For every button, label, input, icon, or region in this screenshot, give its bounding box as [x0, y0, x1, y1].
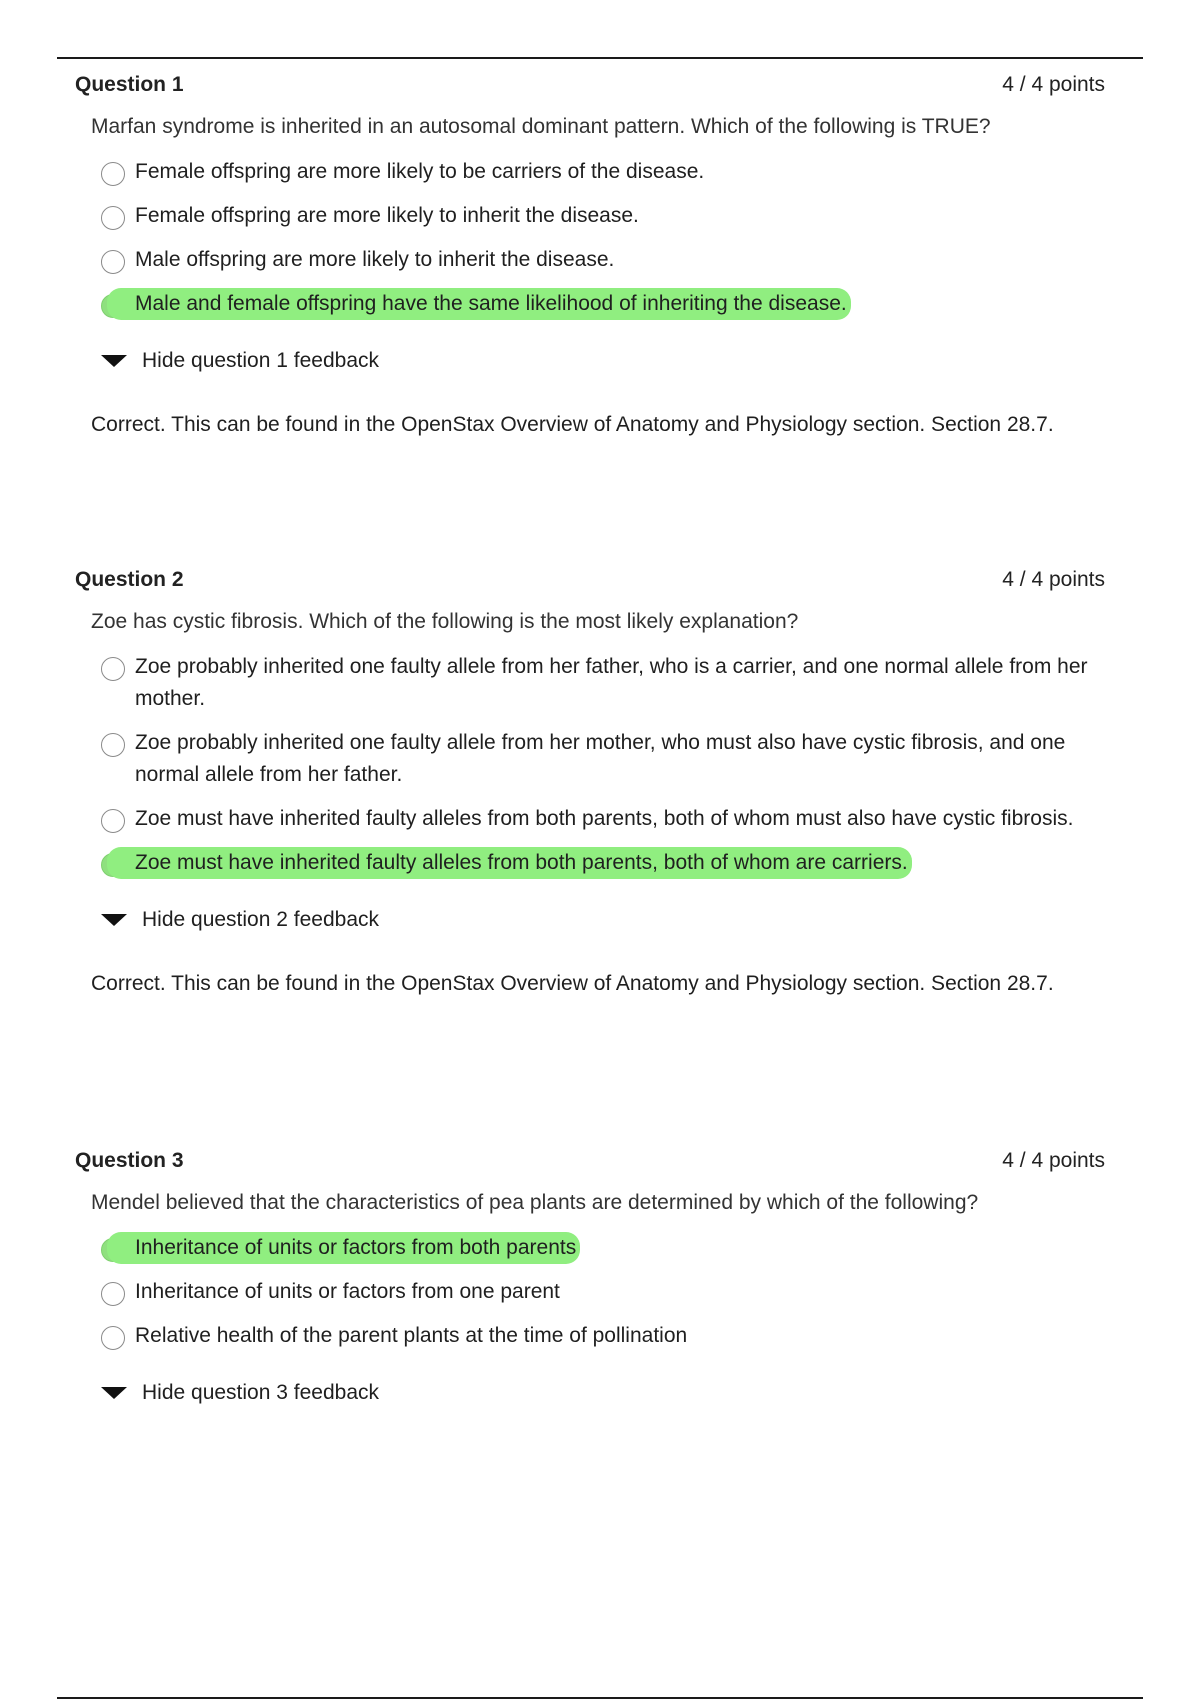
- question-points: 4 / 4 points: [1002, 73, 1105, 96]
- question-title: Question 1: [75, 73, 184, 96]
- answer-option-label: Inheritance of units or factors from both parents: [135, 1232, 580, 1264]
- answer-options: [101, 1232, 1105, 1352]
- answer-option[interactable]: [101, 803, 1105, 835]
- caret-down-icon: [101, 914, 127, 926]
- question-prompt: Marfan syndrome is inherited in an autosomal dominant pattern. Which of the following is TRUE?: [91, 115, 991, 138]
- radio-button[interactable]: [101, 1282, 125, 1306]
- bottom-divider: [57, 1697, 1143, 1699]
- radio-button[interactable]: [101, 657, 125, 681]
- question-points: 4 / 4 points: [1002, 1149, 1105, 1172]
- question-2: [75, 565, 1105, 1000]
- question-title: Question 2: [75, 568, 184, 591]
- radio-button[interactable]: [101, 294, 125, 318]
- answer-options: [101, 651, 1105, 879]
- answer-option-label: Male offspring are more likely to inherit the disease.: [135, 248, 615, 271]
- caret-down-icon: [101, 1387, 127, 1399]
- answer-option[interactable]: [101, 1276, 1105, 1308]
- answer-option[interactable]: [101, 1320, 1105, 1352]
- radio-button[interactable]: [101, 1326, 125, 1350]
- radio-button[interactable]: [101, 206, 125, 230]
- question-3: [75, 1146, 1105, 1408]
- radio-button[interactable]: [101, 162, 125, 186]
- answer-option[interactable]: [101, 244, 1105, 276]
- question-1: [75, 70, 1105, 441]
- feedback-text: Correct. This can be found in the OpenStax Overview of Anatomy and Physiology section. Section 28.7.: [91, 413, 1054, 436]
- answer-option-label: Zoe must have inherited faulty alleles from both parents, both of whom are carriers.: [135, 847, 912, 879]
- answer-option-label: Relative health of the parent plants at the time of pollination: [135, 1324, 688, 1347]
- answer-option-highlighted[interactable]: [101, 288, 1105, 320]
- answer-options: [101, 156, 1105, 320]
- answer-option[interactable]: [101, 651, 1105, 715]
- answer-option-highlighted[interactable]: [101, 1232, 1105, 1264]
- radio-button[interactable]: [101, 809, 125, 833]
- question-2-header: [75, 565, 1105, 595]
- answer-option-label: Female offspring are more likely to inherit the disease.: [135, 204, 639, 227]
- feedback-text: Correct. This can be found in the OpenStax Overview of Anatomy and Physiology section. Section 28.7.: [91, 972, 1054, 995]
- answer-option[interactable]: [101, 156, 1105, 188]
- answer-option-label: Male and female offspring have the same likelihood of inheriting the disease.: [135, 288, 851, 320]
- radio-button[interactable]: [101, 1238, 125, 1262]
- question-points: 4 / 4 points: [1002, 568, 1105, 591]
- question-title: Question 3: [75, 1149, 184, 1172]
- hide-feedback-toggle[interactable]: [101, 905, 1105, 935]
- caret-down-icon: [101, 355, 127, 367]
- question-prompt: Mendel believed that the characteristics of pea plants are determined by which of the following?: [91, 1191, 979, 1214]
- hide-feedback-toggle[interactable]: [101, 346, 1105, 376]
- answer-option-label: Inheritance of units or factors from one parent: [135, 1280, 560, 1303]
- feedback-toggle-label: Hide question 1 feedback: [142, 349, 379, 372]
- question-3-header: [75, 1146, 1105, 1176]
- answer-option-highlighted[interactable]: [101, 847, 1105, 879]
- answer-option[interactable]: [101, 200, 1105, 232]
- radio-button[interactable]: [101, 733, 125, 757]
- answer-option[interactable]: [101, 727, 1105, 791]
- hide-feedback-toggle[interactable]: [101, 1378, 1105, 1408]
- answer-option-label: Zoe probably inherited one faulty allele from her father, who is a carrier, and one normal allele from her mother.: [135, 655, 1088, 710]
- answer-option-label: Zoe must have inherited faulty alleles from both parents, both of whom must also have cystic fibrosis.: [135, 807, 1074, 830]
- answer-option-label: Female offspring are more likely to be carriers of the disease.: [135, 160, 705, 183]
- radio-button[interactable]: [101, 250, 125, 274]
- answer-option-label: Zoe probably inherited one faulty allele from her mother, who must also have cystic fibrosis, and one normal allele from her father.: [135, 731, 1066, 786]
- feedback-toggle-label: Hide question 2 feedback: [142, 908, 379, 931]
- question-prompt: Zoe has cystic fibrosis. Which of the following is the most likely explanation?: [91, 610, 799, 633]
- feedback-toggle-label: Hide question 3 feedback: [142, 1381, 379, 1404]
- question-1-header: [75, 70, 1105, 100]
- radio-button[interactable]: [101, 853, 125, 877]
- top-divider: [57, 57, 1143, 59]
